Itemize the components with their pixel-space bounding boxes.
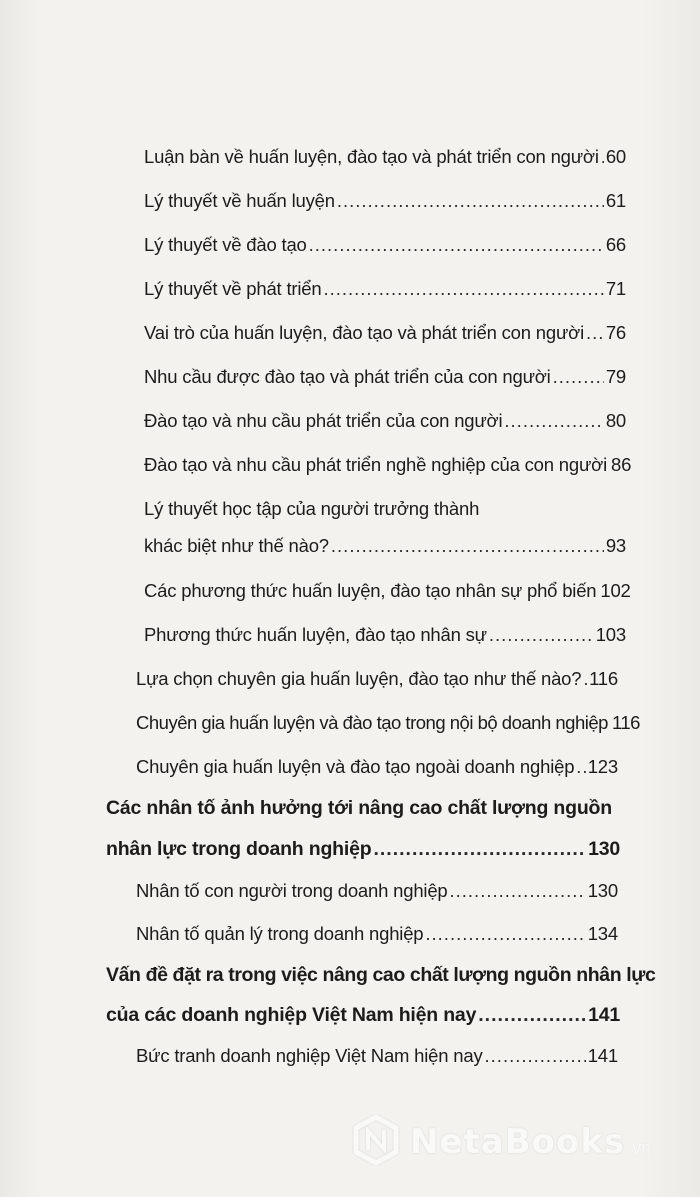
dot-leader [489,624,594,646]
dot-leader [478,1004,586,1027]
toc-entry [144,190,626,212]
toc-entry-title: Lý thuyết về đào tạo [144,234,307,255]
toc-entry-title: Bức tranh doanh nghiệp Việt Nam hiện nay [136,1045,483,1066]
toc-entry-page: 102 [600,580,631,601]
watermark-suffix: .vn [627,1137,652,1158]
toc-section-page: 130 [588,838,620,860]
toc-entry-title: Chuyên gia huấn luyện và đào tạo trong nội bộ doanh nghiệp [136,712,608,733]
toc-entry-page: 116 [589,668,618,689]
toc-entry-page: 61 [605,190,626,211]
toc-entry [144,366,626,388]
toc-entry-page: 86 [611,454,632,475]
toc-section [106,1004,620,1027]
toc-section-title-line2: của các doanh nghiệp Việt Nam hiện nay [106,1004,477,1026]
toc-entry-page: 79 [605,366,626,387]
toc-entry-page: 103 [595,624,626,645]
toc-entry-title: Nhân tố quản lý trong doanh nghiệp [136,923,424,944]
toc-entry-title: Đào tạo và nhu cầu phát triển của con người [144,410,503,431]
dot-leader [337,190,604,212]
toc-entry-page: 66 [605,234,626,255]
toc-entry-title: Các phương thức huấn luyện, đào tạo nhân sự phổ biến [144,580,597,601]
dot-leader [373,838,586,861]
netabooks-logo-icon [350,1114,402,1171]
toc-entry [136,1045,618,1067]
toc-entry-title: Nhân tố con người trong doanh nghiệp [136,880,448,901]
toc-entry-title: Vai trò của huấn luyện, đào tạo và phát triển con người [144,322,584,343]
toc-entry [144,624,626,646]
dot-leader [331,535,604,557]
toc-entry [144,454,632,476]
toc-entry [144,278,626,300]
toc-entry-page: 76 [605,322,626,343]
toc-entry-title: Đào tạo và nhu cầu phát triển nghề nghiệp của con người [144,454,607,475]
toc-entry-page: 134 [587,923,618,944]
toc-entry-page: 141 [587,1045,618,1066]
toc-entry-page: 80 [605,410,626,431]
toc-entry [144,410,626,432]
toc-entry [144,146,626,168]
toc-entry-title: Phương thức huấn luyện, đào tạo nhân sự [144,624,487,645]
toc-entry [144,322,626,344]
toc-entry-title: Lý thuyết về huấn luyện [144,190,335,211]
dot-leader [309,234,604,256]
toc-entry-page: 60 [605,146,626,167]
dot-leader [586,322,604,344]
dot-leader [553,366,604,388]
dot-leader [450,880,586,902]
dot-leader [485,1045,586,1067]
toc-section [106,838,620,861]
dot-leader [504,410,603,432]
dot-leader [425,923,585,945]
toc-section-title-line2: nhân lực trong doanh nghiệp [106,838,372,860]
toc-entry [136,880,618,902]
toc-entry-title-line1: Lý thuyết học tập của người trưởng thành [144,498,480,519]
toc-entry-page: 71 [605,278,626,299]
toc-entry-title: Lý thuyết về phát triển [144,278,322,299]
toc-entry [144,535,626,557]
toc-entry-title: Luận bàn về huấn luyện, đào tạo và phát triển con người [144,146,599,167]
toc-entry [136,756,618,778]
toc-entry [144,580,631,602]
toc-entry-title: Lựa chọn chuyên gia huấn luyện, đào tạo như thế nào? [136,668,582,689]
dot-leader [583,668,587,690]
toc-section-title-line1: Vấn đề đặt ra trong việc nâng cao chất lượng nguồn nhân lực [106,964,656,986]
toc-entry [136,668,618,690]
toc-entry-title-line2: khác biệt như thế nào? [144,535,329,556]
toc-section-title-line1: Các nhân tố ảnh hưởng tới nâng cao chất lượng nguồn [106,797,612,819]
watermark-brand: NetaBooks [410,1122,626,1162]
toc-entry [136,923,618,945]
toc-entry-title: Chuyên gia huấn luyện và đào tạo ngoài doanh nghiệp [136,756,575,777]
toc-entry-page: 130 [587,880,618,901]
toc-entry-page: 123 [587,756,618,777]
watermark [350,1112,690,1172]
dot-leader [576,756,585,778]
dot-leader [601,146,604,168]
dot-leader [323,278,603,300]
toc-entry-page: 93 [605,535,626,556]
toc-section-page: 141 [588,1004,620,1026]
toc-entry-page: 116 [611,712,640,733]
toc-entry [136,712,640,734]
toc-entry [144,234,626,256]
toc-entry-title: Nhu cầu được đào tạo và phát triển của con người [144,366,551,387]
